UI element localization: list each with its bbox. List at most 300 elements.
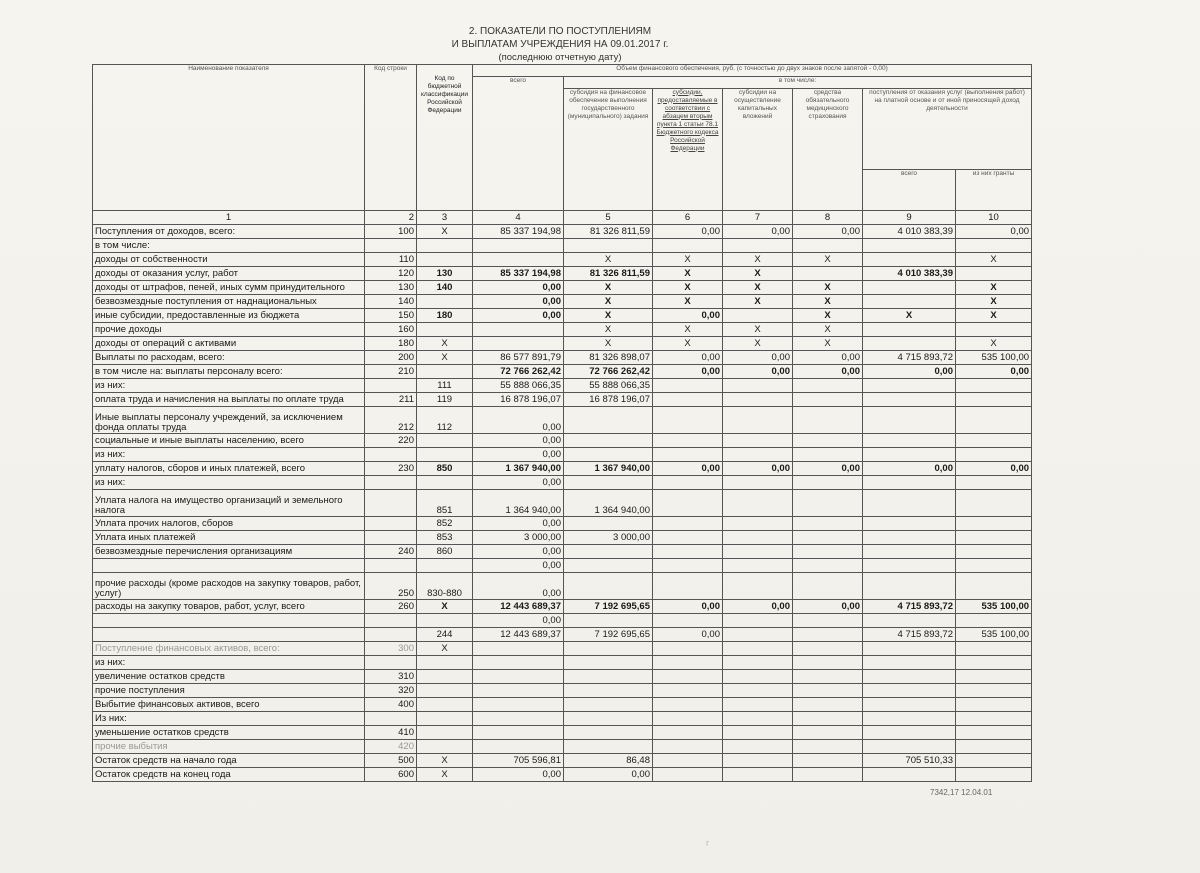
header-row-1: [93, 65, 1032, 77]
row-value-c8: [793, 642, 863, 656]
row-value-c10: 0,00: [956, 462, 1032, 476]
row-name: Поступления от доходов, всего:: [93, 225, 365, 239]
row-code: 500: [365, 754, 417, 768]
row-value-c8: [793, 684, 863, 698]
row-name: Уплата прочих налогов, сборов: [93, 517, 365, 531]
row-name: Иные выплаты персоналу учреждений, за исключением фонда оплаты труда: [93, 407, 365, 434]
table-row: [93, 726, 1032, 740]
row-value-c10: X: [956, 295, 1032, 309]
row-value-c9: [863, 490, 956, 517]
row-code: 400: [365, 698, 417, 712]
row-value-c4: 0,00: [473, 448, 564, 462]
row-value-c6: 0,00: [653, 628, 723, 642]
head-name: Наименование показателя: [93, 65, 365, 211]
row-value-c10: [956, 407, 1032, 434]
row-value-c8: 0,00: [793, 365, 863, 379]
row-name: Поступление финансовых активов, всего:: [93, 642, 365, 656]
row-value-c7: [723, 309, 793, 323]
row-value-c7: X: [723, 267, 793, 281]
row-value-c4: 16 878 196,07: [473, 393, 564, 407]
table-row: [93, 614, 1032, 628]
head-subsidy-78: субсидии, предоставляемые в соответствии с абзацем вторым пункта 1 статьи 78.1 Бюджетного кодекса Российской Федерации: [653, 88, 723, 211]
row-value-c4: [473, 239, 564, 253]
row-kbk: [417, 253, 473, 267]
row-code: 140: [365, 295, 417, 309]
row-value-c10: [956, 642, 1032, 656]
row-name: безвозмездные перечисления организациям: [93, 545, 365, 559]
row-value-c10: X: [956, 309, 1032, 323]
row-value-c4: 0,00: [473, 281, 564, 295]
table-row: [93, 295, 1032, 309]
row-value-c10: [956, 726, 1032, 740]
row-code: 310: [365, 670, 417, 684]
row-kbk: 852: [417, 517, 473, 531]
row-kbk: [417, 726, 473, 740]
row-value-c7: [723, 656, 793, 670]
row-value-c4: 55 888 066,35: [473, 379, 564, 393]
row-value-c4: [473, 670, 564, 684]
row-value-c9: [863, 573, 956, 600]
row-value-c8: X: [793, 295, 863, 309]
row-value-c9: 4 715 893,72: [863, 351, 956, 365]
row-value-c8: [793, 726, 863, 740]
row-value-c7: 0,00: [723, 225, 793, 239]
row-value-c9: [863, 281, 956, 295]
title-line-1: 2. ПОКАЗАТЕЛИ ПО ПОСТУПЛЕНИЯМ: [468, 26, 652, 37]
row-kbk: X: [417, 754, 473, 768]
row-value-c5: 81 326 811,59: [564, 225, 653, 239]
row-value-c5: [564, 740, 653, 754]
row-value-c10: [956, 559, 1032, 573]
row-value-c10: [956, 573, 1032, 600]
table-row: [93, 740, 1032, 754]
row-value-c8: [793, 267, 863, 281]
row-value-c9: [863, 670, 956, 684]
row-value-c6: [653, 768, 723, 782]
row-value-c4: 3 000,00: [473, 531, 564, 545]
row-code: [365, 476, 417, 490]
row-value-c4: 72 766 262,42: [473, 365, 564, 379]
row-value-c7: [723, 628, 793, 642]
row-code: [365, 490, 417, 517]
row-name: Выбытие финансовых активов, всего: [93, 698, 365, 712]
row-kbk: [417, 740, 473, 754]
row-value-c6: 0,00: [653, 309, 723, 323]
row-value-c10: [956, 393, 1032, 407]
row-kbk: [417, 239, 473, 253]
row-value-c9: [863, 698, 956, 712]
row-code: [365, 656, 417, 670]
head-volume: Объем финансового обеспечения, руб. (с точностью до двух знаков после запятой - 0,00): [473, 65, 1032, 77]
row-value-c7: X: [723, 337, 793, 351]
row-kbk: 850: [417, 462, 473, 476]
table-row: [93, 434, 1032, 448]
row-value-c10: 0,00: [956, 365, 1032, 379]
row-value-c6: [653, 434, 723, 448]
row-value-c4: 12 443 689,37: [473, 628, 564, 642]
row-value-c9: [863, 684, 956, 698]
row-code: 130: [365, 281, 417, 295]
head-oms: средства обязательного медицинского страхования: [793, 88, 863, 211]
row-value-c9: 4 715 893,72: [863, 628, 956, 642]
head-total: всего: [473, 77, 564, 211]
table-row: [93, 393, 1032, 407]
row-value-c8: [793, 614, 863, 628]
row-value-c4: 86 577 891,79: [473, 351, 564, 365]
row-value-c4: [473, 712, 564, 726]
row-value-c6: [653, 712, 723, 726]
col-number: 10: [956, 211, 1032, 225]
row-value-c6: [653, 573, 723, 600]
row-value-c7: [723, 434, 793, 448]
row-value-c6: [653, 698, 723, 712]
row-value-c10: 535 100,00: [956, 600, 1032, 614]
col-number: 1: [93, 211, 365, 225]
row-kbk: X: [417, 768, 473, 782]
row-value-c4: 0,00: [473, 407, 564, 434]
row-value-c6: [653, 476, 723, 490]
row-name: Остаток средств на конец года: [93, 768, 365, 782]
row-value-c8: [793, 531, 863, 545]
table-row: [93, 281, 1032, 295]
row-name: Из них:: [93, 712, 365, 726]
row-value-c5: [564, 476, 653, 490]
row-value-c6: [653, 754, 723, 768]
row-code: [365, 448, 417, 462]
row-value-c4: [473, 726, 564, 740]
row-value-c5: [564, 642, 653, 656]
row-value-c10: X: [956, 337, 1032, 351]
row-value-c6: [653, 656, 723, 670]
row-value-c6: [653, 393, 723, 407]
row-value-c5: 72 766 262,42: [564, 365, 653, 379]
row-value-c4: 1 364 940,00: [473, 490, 564, 517]
row-value-c8: [793, 559, 863, 573]
table-row: [93, 656, 1032, 670]
row-value-c8: X: [793, 309, 863, 323]
row-value-c9: [863, 434, 956, 448]
row-value-c5: 0,00: [564, 768, 653, 782]
row-code: 100: [365, 225, 417, 239]
row-value-c9: [863, 517, 956, 531]
row-value-c5: X: [564, 281, 653, 295]
row-code: 160: [365, 323, 417, 337]
row-name: в том числе на: выплаты персоналу всего:: [93, 365, 365, 379]
row-value-c5: [564, 656, 653, 670]
row-value-c10: X: [956, 253, 1032, 267]
row-kbk: 830-880: [417, 573, 473, 600]
table-row: [93, 379, 1032, 393]
row-value-c4: [473, 253, 564, 267]
row-value-c5: [564, 239, 653, 253]
row-code: 300: [365, 642, 417, 656]
table-row: [93, 642, 1032, 656]
row-value-c6: [653, 490, 723, 517]
row-code: 120: [365, 267, 417, 281]
row-value-c7: [723, 448, 793, 462]
row-value-c6: [653, 239, 723, 253]
row-value-c7: [723, 754, 793, 768]
row-value-c4: 0,00: [473, 517, 564, 531]
row-value-c10: X: [956, 281, 1032, 295]
row-value-c9: [863, 740, 956, 754]
row-value-c7: [723, 642, 793, 656]
row-kbk: 130: [417, 267, 473, 281]
row-value-c6: X: [653, 253, 723, 267]
row-value-c7: X: [723, 295, 793, 309]
row-value-c10: [956, 545, 1032, 559]
row-value-c6: [653, 379, 723, 393]
table-row: [93, 351, 1032, 365]
row-value-c4: [473, 740, 564, 754]
row-value-c8: 0,00: [793, 225, 863, 239]
row-value-c10: [956, 768, 1032, 782]
row-value-c5: [564, 712, 653, 726]
row-code: 240: [365, 545, 417, 559]
row-value-c8: 0,00: [793, 462, 863, 476]
row-value-c6: X: [653, 337, 723, 351]
row-kbk: [417, 323, 473, 337]
row-value-c7: [723, 559, 793, 573]
row-value-c10: [956, 476, 1032, 490]
row-value-c5: 7 192 695,65: [564, 600, 653, 614]
row-value-c8: [793, 698, 863, 712]
row-kbk: X: [417, 642, 473, 656]
row-value-c8: X: [793, 253, 863, 267]
row-value-c5: [564, 407, 653, 434]
row-value-c4: 0,00: [473, 768, 564, 782]
row-value-c5: [564, 726, 653, 740]
row-value-c6: [653, 407, 723, 434]
row-name: из них:: [93, 476, 365, 490]
row-value-c5: 1 367 940,00: [564, 462, 653, 476]
row-code: 410: [365, 726, 417, 740]
table-row: [93, 531, 1032, 545]
row-value-c5: [564, 573, 653, 600]
table-row: [93, 517, 1032, 531]
table-row: [93, 239, 1032, 253]
row-value-c6: [653, 684, 723, 698]
row-value-c9: [863, 295, 956, 309]
row-name: увеличение остатков средств: [93, 670, 365, 684]
row-value-c5: X: [564, 253, 653, 267]
row-value-c7: [723, 379, 793, 393]
row-value-c9: [863, 531, 956, 545]
row-value-c6: [653, 614, 723, 628]
head-subsidy-task: субсидия на финансовое обеспечение выполнения государственного (муниципального) задания: [564, 88, 653, 211]
row-value-c5: X: [564, 323, 653, 337]
row-value-c6: [653, 531, 723, 545]
row-value-c4: 0,00: [473, 573, 564, 600]
indicators-table: [92, 64, 1032, 782]
row-value-c9: X: [863, 309, 956, 323]
table-row: [93, 600, 1032, 614]
row-value-c4: [473, 642, 564, 656]
row-value-c8: [793, 768, 863, 782]
col-number: 5: [564, 211, 653, 225]
row-kbk: 112: [417, 407, 473, 434]
row-kbk: X: [417, 351, 473, 365]
row-value-c7: [723, 614, 793, 628]
row-value-c6: [653, 642, 723, 656]
row-code: 420: [365, 740, 417, 754]
row-value-c6: X: [653, 281, 723, 295]
row-value-c7: X: [723, 281, 793, 295]
row-value-c7: [723, 740, 793, 754]
row-kbk: 180: [417, 309, 473, 323]
row-kbk: 119: [417, 393, 473, 407]
row-value-c4: 0,00: [473, 614, 564, 628]
row-value-c6: X: [653, 267, 723, 281]
row-name: из них:: [93, 448, 365, 462]
row-value-c8: [793, 379, 863, 393]
row-value-c8: [793, 517, 863, 531]
row-value-c6: 0,00: [653, 225, 723, 239]
row-value-c7: X: [723, 253, 793, 267]
row-code: 200: [365, 351, 417, 365]
row-name: социальные и иные выплаты населению, всего: [93, 434, 365, 448]
row-code: 110: [365, 253, 417, 267]
table-row: [93, 573, 1032, 600]
row-value-c7: [723, 670, 793, 684]
row-value-c9: [863, 253, 956, 267]
row-code: 211: [365, 393, 417, 407]
row-value-c10: [956, 448, 1032, 462]
row-value-c7: [723, 531, 793, 545]
row-value-c7: [723, 768, 793, 782]
row-value-c7: X: [723, 323, 793, 337]
row-value-c6: [653, 517, 723, 531]
row-value-c4: [473, 656, 564, 670]
row-value-c7: [723, 726, 793, 740]
table-row: [93, 365, 1032, 379]
row-value-c5: [564, 670, 653, 684]
row-value-c8: [793, 754, 863, 768]
row-code: 250: [365, 573, 417, 600]
row-value-c10: [956, 490, 1032, 517]
row-value-c9: 705 510,33: [863, 754, 956, 768]
row-value-c8: [793, 628, 863, 642]
row-value-c8: [793, 407, 863, 434]
row-value-c7: [723, 684, 793, 698]
head-paid: поступления от оказания услуг (выполнения работ) на платной основе и от иной приносящей доход деятельности: [863, 88, 1032, 170]
row-value-c10: 0,00: [956, 225, 1032, 239]
row-value-c9: [863, 379, 956, 393]
table-row: [93, 490, 1032, 517]
row-code: [365, 239, 417, 253]
row-name: Уплата иных платежей: [93, 531, 365, 545]
row-value-c8: [793, 712, 863, 726]
col-number: 7: [723, 211, 793, 225]
table-row: [93, 545, 1032, 559]
row-value-c9: 4 010 383,39: [863, 267, 956, 281]
row-value-c10: [956, 531, 1032, 545]
row-value-c6: 0,00: [653, 351, 723, 365]
row-value-c4: 0,00: [473, 545, 564, 559]
table-row: [93, 698, 1032, 712]
row-name: [93, 628, 365, 642]
table-row: [93, 407, 1032, 434]
row-name: прочие поступления: [93, 684, 365, 698]
head-code-bk: Код по бюджетной классификации Российской Федерации: [417, 65, 473, 211]
row-value-c6: [653, 740, 723, 754]
row-value-c10: [956, 740, 1032, 754]
row-value-c9: 0,00: [863, 462, 956, 476]
row-value-c9: [863, 323, 956, 337]
row-kbk: [417, 448, 473, 462]
row-name: безвозмездные поступления от наднациональных: [93, 295, 365, 309]
row-code: 220: [365, 434, 417, 448]
row-code: 600: [365, 768, 417, 782]
row-value-c4: 0,00: [473, 295, 564, 309]
row-kbk: [417, 670, 473, 684]
row-value-c8: X: [793, 337, 863, 351]
row-kbk: 111: [417, 379, 473, 393]
row-value-c8: [793, 448, 863, 462]
row-kbk: [417, 656, 473, 670]
row-code: [365, 614, 417, 628]
row-value-c7: [723, 393, 793, 407]
row-value-c5: [564, 434, 653, 448]
row-value-c10: [956, 670, 1032, 684]
row-value-c7: [723, 698, 793, 712]
document-code: 7342,17 12.04.01: [930, 788, 993, 797]
row-value-c4: 705 596,81: [473, 754, 564, 768]
table-row: [93, 267, 1032, 281]
row-value-c5: [564, 698, 653, 712]
title-line-3: (последнюю отчетную дату): [498, 52, 622, 63]
table-row: [93, 476, 1032, 490]
row-kbk: [417, 698, 473, 712]
column-numbers-row: [93, 211, 1032, 225]
row-kbk: [417, 295, 473, 309]
row-name: в том числе:: [93, 239, 365, 253]
row-code: 210: [365, 365, 417, 379]
row-value-c7: [723, 490, 793, 517]
row-value-c9: [863, 393, 956, 407]
row-kbk: 851: [417, 490, 473, 517]
row-name: доходы от штрафов, пеней, иных сумм принудительного: [93, 281, 365, 295]
row-value-c6: 0,00: [653, 365, 723, 379]
row-value-c9: [863, 712, 956, 726]
row-value-c9: [863, 559, 956, 573]
row-value-c4: [473, 337, 564, 351]
row-code: 180: [365, 337, 417, 351]
row-value-c10: [956, 684, 1032, 698]
row-value-c7: [723, 517, 793, 531]
row-value-c7: 0,00: [723, 365, 793, 379]
row-value-c4: 0,00: [473, 309, 564, 323]
row-name: оплата труда и начисления на выплаты по оплате труда: [93, 393, 365, 407]
row-value-c5: 55 888 066,35: [564, 379, 653, 393]
row-name: доходы от оказания услуг, работ: [93, 267, 365, 281]
row-value-c9: [863, 614, 956, 628]
table-row: [93, 309, 1032, 323]
row-value-c7: [723, 407, 793, 434]
row-value-c6: [653, 545, 723, 559]
row-value-c6: [653, 448, 723, 462]
row-name: прочие выбытия: [93, 740, 365, 754]
row-value-c7: [723, 476, 793, 490]
row-value-c10: [956, 614, 1032, 628]
row-value-c8: 0,00: [793, 351, 863, 365]
row-value-c8: [793, 740, 863, 754]
row-value-c10: [956, 323, 1032, 337]
row-value-c10: [956, 379, 1032, 393]
row-value-c8: [793, 239, 863, 253]
row-value-c4: 85 337 194,98: [473, 225, 564, 239]
row-name: прочие доходы: [93, 323, 365, 337]
